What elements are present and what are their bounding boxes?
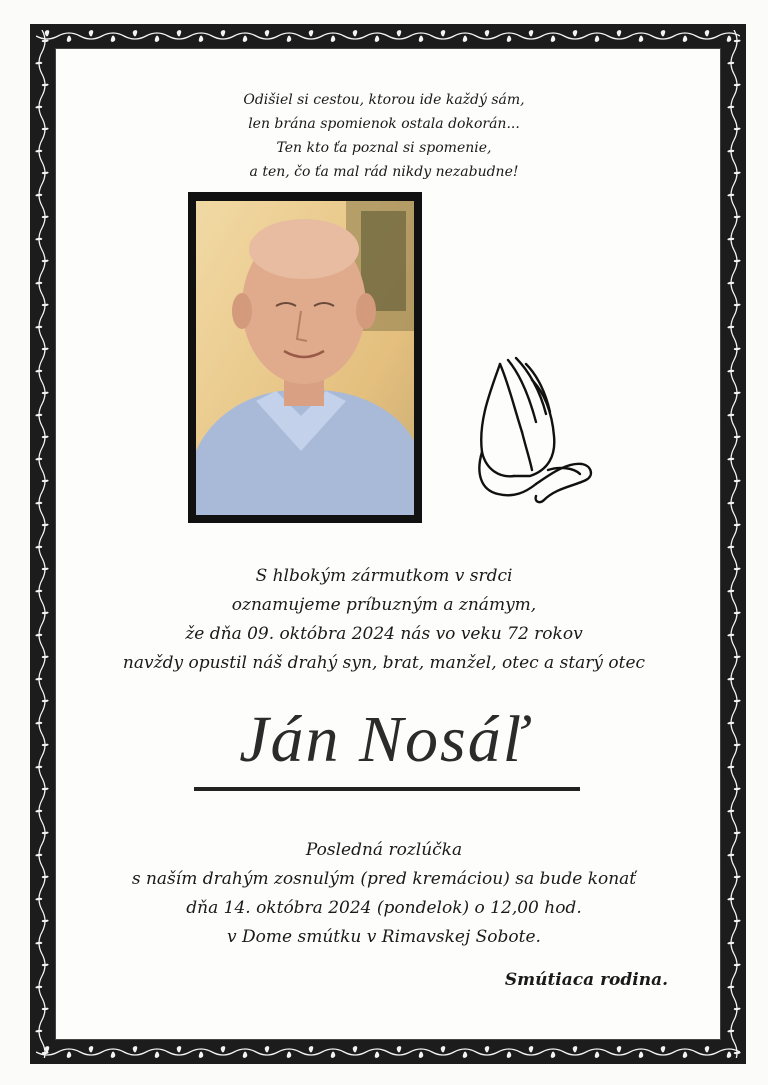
vine-leaf (734, 657, 740, 658)
vine-leaf (662, 1047, 665, 1052)
announcement (60, 562, 708, 678)
vine-leaf (728, 899, 734, 900)
vine-leaf (36, 415, 42, 416)
vine-leaf (36, 591, 42, 592)
vine-leaf (42, 789, 48, 790)
vine-leaf (310, 31, 313, 36)
vine-leaf (420, 36, 423, 41)
vine-leaf (36, 943, 42, 944)
vine-leaf (156, 36, 159, 41)
poem-line: len brána spomienok ostala dokorán... (248, 116, 520, 132)
vine-leaf (36, 371, 42, 372)
vine-leaf (728, 855, 734, 856)
vine-leaf (728, 415, 734, 416)
vine-leaf (42, 85, 48, 86)
vine-leaf (734, 305, 740, 306)
vine-leaf (728, 767, 734, 768)
vine-leaf (728, 987, 734, 988)
vine-leaf (354, 31, 357, 36)
vine-leaf (36, 811, 42, 812)
vine-leaf (486, 31, 489, 36)
vine-leaf (684, 36, 687, 41)
vine-leaf (332, 36, 335, 41)
vine-leaf (734, 349, 740, 350)
vine-leaf (222, 1047, 225, 1052)
vine-leaf (574, 31, 577, 36)
vine-leaf (420, 1052, 423, 1057)
vine-leaf (42, 261, 48, 262)
vine-leaf (734, 1053, 740, 1054)
vine-leaf (36, 107, 42, 108)
vine-leaf (112, 1052, 115, 1057)
vine-leaf (728, 811, 734, 812)
vine-leaf (728, 371, 734, 372)
farewell-line: v Dome smútku v Rimavskej Sobote. (227, 927, 541, 947)
announcement-line: že dňa 09. októbra 2024 nás vo veku 72 rokov (185, 624, 583, 644)
vine-leaf (90, 31, 93, 36)
vine-leaf (508, 1052, 511, 1057)
vine-border-left (34, 30, 50, 1058)
vine-leaf (734, 85, 740, 86)
vine-leaf (36, 723, 42, 724)
vine-leaf (42, 1053, 48, 1054)
vine-leaf (464, 1052, 467, 1057)
vine-leaf (618, 31, 621, 36)
vine-leaf (42, 393, 48, 394)
poem (60, 88, 708, 184)
vine-leaf (36, 151, 42, 152)
vine-leaf (200, 1052, 203, 1057)
vine-leaf (442, 1047, 445, 1052)
vine-leaf (36, 987, 42, 988)
vine-leaf (398, 31, 401, 36)
deceased-name: Ján Nosáľ (239, 703, 529, 776)
vine-leaf (734, 129, 740, 130)
vine-leaf (728, 327, 734, 328)
vine-leaf (42, 657, 48, 658)
farewell-line: Posledná rozlúčka (305, 840, 463, 860)
vine-leaf (376, 36, 379, 41)
vine-leaf (734, 217, 740, 218)
vine-leaf (42, 921, 48, 922)
poem-line: a ten, čo ťa mal rád nikdy nezabudne! (249, 164, 519, 180)
farewell-line: dňa 14. októbra 2024 (pondelok) o 12,00 hod. (186, 898, 582, 918)
vine-leaf (42, 481, 48, 482)
vine-leaf (36, 547, 42, 548)
vine-leaf (200, 36, 203, 41)
vine-leaf (68, 36, 71, 41)
vine-leaf (734, 833, 740, 834)
vine-leaf (36, 767, 42, 768)
vine-leaf (728, 723, 734, 724)
vine-leaf (728, 943, 734, 944)
vine-leaf (42, 965, 48, 966)
vine-leaf (728, 195, 734, 196)
vine-leaf (134, 1047, 137, 1052)
vine-leaf (508, 36, 511, 41)
vine-leaf (728, 503, 734, 504)
vine-leaf (734, 745, 740, 746)
vine-leaf (728, 283, 734, 284)
vine-border-top (36, 28, 740, 44)
vine-leaf (42, 525, 48, 526)
vine-leaf (36, 855, 42, 856)
vine-leaf (36, 459, 42, 460)
vine-leaf (354, 1047, 357, 1052)
vine-leaf (734, 613, 740, 614)
vine-leaf (244, 1052, 247, 1057)
vine-leaf (222, 31, 225, 36)
vine-leaf (530, 1047, 533, 1052)
vine-leaf (734, 569, 740, 570)
praying-hands-icon (470, 352, 595, 512)
vine-leaf (728, 151, 734, 152)
portrait-photo (188, 192, 422, 523)
vine-leaf (42, 349, 48, 350)
vine-leaf (36, 679, 42, 680)
vine-leaf (134, 31, 137, 36)
vine-leaf (618, 1047, 621, 1052)
vine-leaf (706, 31, 709, 36)
vine-leaf (42, 745, 48, 746)
vine-leaf (486, 1047, 489, 1052)
vine-leaf (178, 1047, 181, 1052)
vine-leaf (36, 503, 42, 504)
vine-leaf (42, 877, 48, 878)
vine-leaf (734, 173, 740, 174)
vine-leaf (42, 217, 48, 218)
vine-leaf (728, 635, 734, 636)
vine-leaf (266, 31, 269, 36)
vine-border-right (726, 30, 742, 1058)
vine-leaf (734, 393, 740, 394)
vine-stem (36, 33, 740, 39)
vine-leaf (734, 789, 740, 790)
vine-leaf (266, 1047, 269, 1052)
vine-leaf (42, 173, 48, 174)
vine-leaf (728, 459, 734, 460)
announcement-line: oznamujeme príbuzným a známym, (231, 595, 537, 615)
vine-leaf (112, 36, 115, 41)
vine-leaf (36, 635, 42, 636)
vine-leaf (640, 1052, 643, 1057)
vine-leaf (310, 1047, 313, 1052)
vine-leaf (42, 437, 48, 438)
vine-leaf (734, 877, 740, 878)
vine-border-bottom (36, 1044, 740, 1060)
vine-leaf (552, 36, 555, 41)
vine-leaf (42, 701, 48, 702)
name-underline (194, 787, 580, 791)
vine-leaf (552, 1052, 555, 1057)
vine-leaf (42, 305, 48, 306)
vine-leaf (288, 1052, 291, 1057)
portrait-illustration (196, 201, 414, 515)
vine-leaf (178, 31, 181, 36)
vine-leaf (90, 1047, 93, 1052)
family-signoff: Smútiaca rodina. (504, 970, 668, 990)
vine-leaf (706, 1047, 709, 1052)
vine-leaf (734, 965, 740, 966)
vine-leaf (640, 36, 643, 41)
vine-leaf (464, 36, 467, 41)
vine-leaf (36, 327, 42, 328)
vine-leaf (734, 1009, 740, 1010)
vine-leaf (398, 1047, 401, 1052)
vine-leaf (734, 41, 740, 42)
vine-leaf (728, 547, 734, 548)
vine-leaf (36, 239, 42, 240)
announcement-line: S hlbokým zármutkom v srdci (255, 566, 513, 586)
vine-leaf (42, 833, 48, 834)
poem-line: Odišiel si cestou, ktorou ide každý sám, (243, 92, 525, 108)
vine-leaf (728, 591, 734, 592)
vine-stem (36, 1049, 740, 1055)
announcement-line: navždy opustil náš drahý syn, brat, manžel, otec a starý otec (122, 653, 646, 673)
vine-leaf (42, 613, 48, 614)
vine-leaf (596, 36, 599, 41)
vine-leaf (734, 701, 740, 702)
vine-leaf (662, 31, 665, 36)
vine-leaf (332, 1052, 335, 1057)
vine-leaf (36, 1031, 42, 1032)
farewell-line: s naším drahým zosnulým (pred kremáciou) sa bude konať (131, 869, 637, 889)
vine-leaf (734, 261, 740, 262)
vine-leaf (728, 1031, 734, 1032)
vine-leaf (728, 63, 734, 64)
vine-stem (731, 30, 737, 1058)
vine-leaf (36, 283, 42, 284)
vine-leaf (596, 1052, 599, 1057)
vine-leaf (728, 239, 734, 240)
vine-leaf (42, 569, 48, 570)
vine-leaf (734, 921, 740, 922)
vine-leaf (36, 195, 42, 196)
vine-leaf (574, 1047, 577, 1052)
vine-leaf (530, 31, 533, 36)
vine-leaf (442, 31, 445, 36)
vine-leaf (36, 63, 42, 64)
vine-leaf (288, 36, 291, 41)
vine-leaf (68, 1052, 71, 1057)
poem-line: Ten kto ťa poznal si spomenie, (276, 140, 492, 156)
farewell-details (60, 836, 708, 952)
vine-leaf (42, 129, 48, 130)
vine-leaf (684, 1052, 687, 1057)
vine-leaf (734, 437, 740, 438)
vine-leaf (36, 899, 42, 900)
vine-leaf (42, 41, 48, 42)
vine-leaf (376, 1052, 379, 1057)
vine-leaf (734, 481, 740, 482)
vine-leaf (734, 525, 740, 526)
vine-leaf (728, 679, 734, 680)
vine-leaf (156, 1052, 159, 1057)
vine-leaf (244, 36, 247, 41)
vine-stem (39, 30, 45, 1058)
vine-leaf (728, 107, 734, 108)
vine-leaf (42, 1009, 48, 1010)
